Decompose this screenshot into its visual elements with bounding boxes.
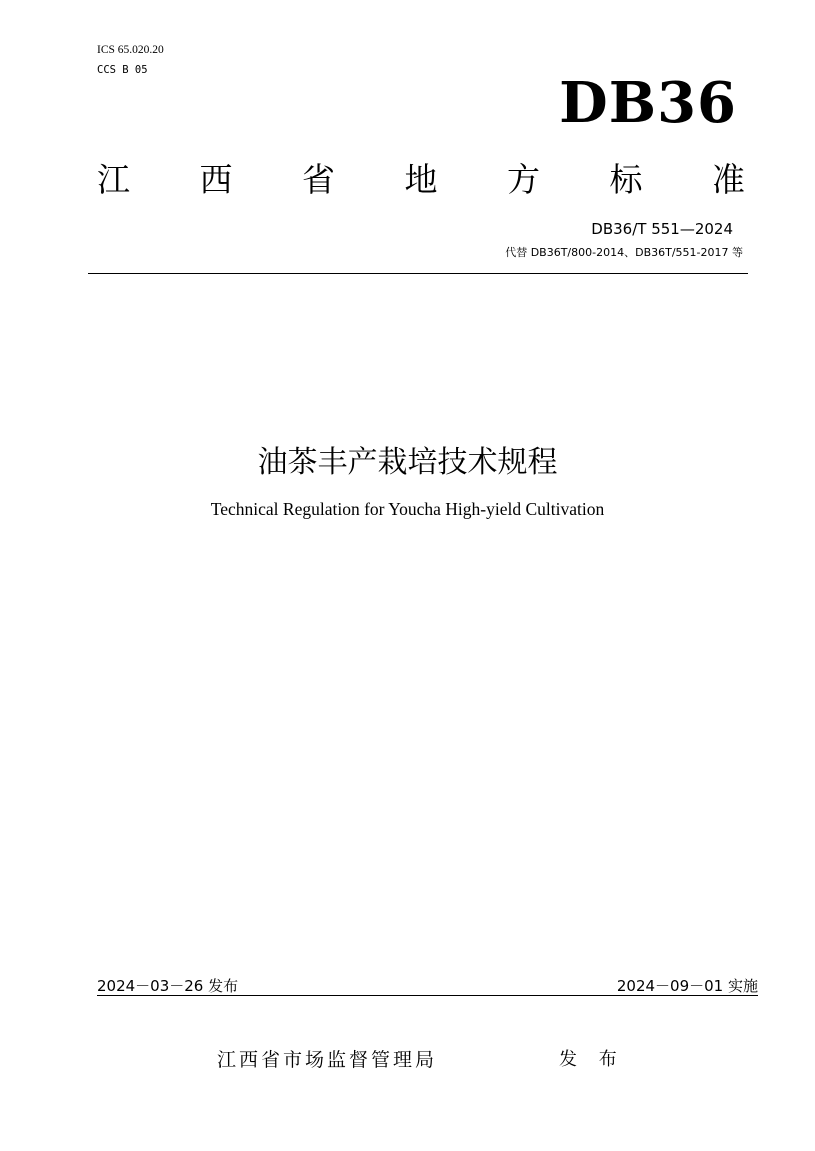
ccs-code: CCS B 05: [97, 64, 148, 76]
standard-type-char: 准: [712, 160, 745, 199]
standard-type-char: 江: [97, 160, 130, 199]
standard-code-logo: DB36: [559, 70, 737, 136]
replaces-note: 代替 DB36T/800-2014、DB36T/551-2017 等: [505, 246, 743, 259]
standard-type-char: 西: [199, 160, 233, 199]
publish-date: 2024－03－26 发布: [97, 977, 239, 995]
ics-code: ICS 65.020.20: [97, 44, 164, 56]
issue-label: 发 布: [559, 1049, 625, 1070]
document-title-english: Technical Regulation for Youcha High-yield Cultivation: [210, 499, 605, 519]
footer-divider: [97, 995, 758, 996]
issuing-authority: 江西省市场监督管理局: [217, 1049, 438, 1071]
standard-type-title: [97, 158, 745, 202]
standard-type-char: 方: [507, 160, 540, 199]
header-divider: [88, 273, 748, 274]
standard-number: DB36/T 551—2024: [591, 220, 733, 238]
document-title-chinese: 油茶丰产栽培技术规程: [257, 445, 558, 480]
standard-type-char: 标: [609, 160, 643, 199]
standard-type-char: 地: [404, 160, 438, 199]
effective-date: 2024－09－01 实施: [616, 977, 758, 995]
standard-type-char: 省: [302, 160, 335, 199]
